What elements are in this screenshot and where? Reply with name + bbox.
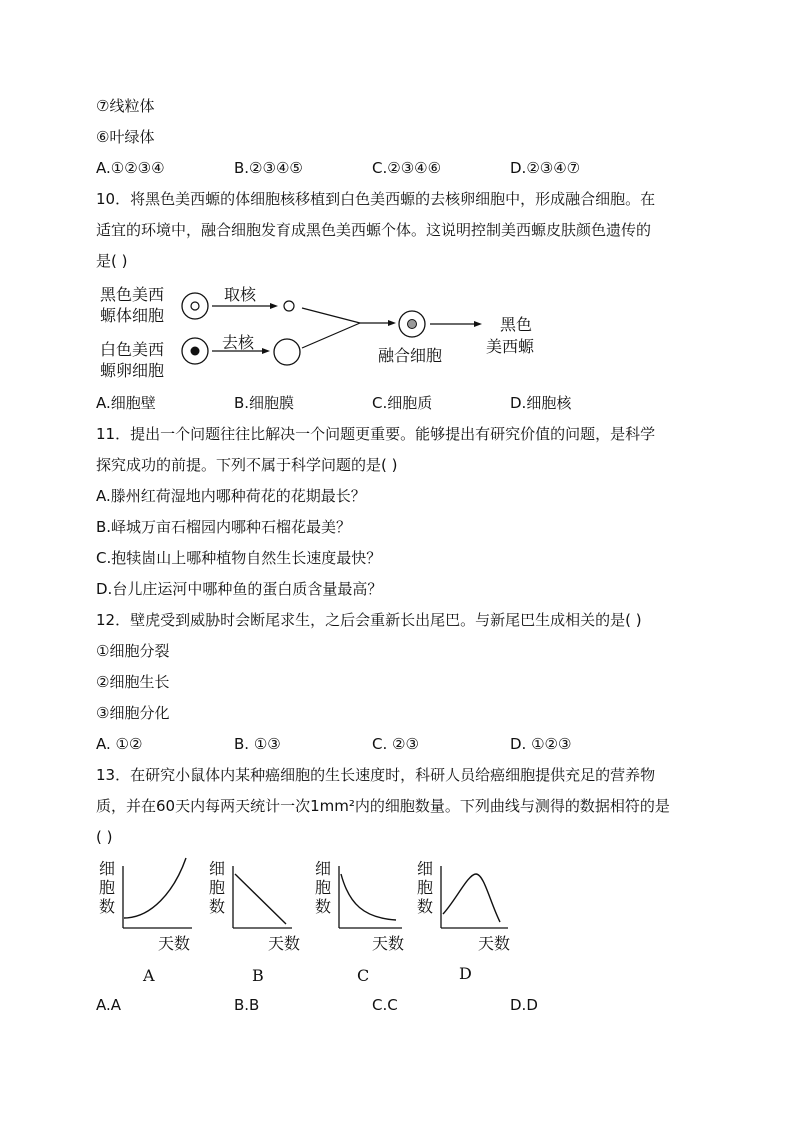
- graph-d: [417, 859, 510, 953]
- result-label-1: 黑色: [500, 315, 533, 334]
- graph-a-caption: A: [143, 966, 155, 985]
- q13-option-c: C.C: [372, 996, 398, 1014]
- white-axolotl-label-1: 白色美西: [100, 340, 165, 359]
- graph-c-x-label: 天数: [372, 934, 405, 953]
- q10-option-c: C.细胞质: [372, 394, 433, 412]
- graph-a: [99, 858, 192, 953]
- q13-stem-line-2: 质，并在60天内每两天统计一次1mm²内的细胞数量。下列曲线与测得的数据相符的是: [96, 797, 670, 815]
- graph-a-x-label: 天数: [158, 934, 191, 953]
- q10-stem-line-2: 适宜的环境中，融合细胞发育成黑色美西螈个体。这说明控制美西螈皮肤颜色遗传的: [96, 221, 652, 239]
- graph-b-y-label-2: 胞: [209, 878, 226, 897]
- q12-stem-line-1: 12．壁虎受到威胁时会断尾求生，之后会重新长出尾巴。与新尾巴生成相关的是( ): [96, 611, 642, 629]
- graph-b-y-label-3: 数: [209, 897, 226, 916]
- graph-a-curve: [124, 858, 186, 918]
- q10-option-a: A.细胞壁: [96, 394, 156, 412]
- graph-d-y-label-2: 胞: [417, 878, 434, 897]
- q11-option-c: C.抱犊崮山上哪种植物自然生长速度最快？: [96, 549, 382, 567]
- graph-c-curve: [341, 874, 396, 920]
- extracted-nucleus-icon: [284, 301, 294, 311]
- q12-item-1: ①细胞分裂: [96, 642, 170, 660]
- q10-option-d: D.细胞核: [510, 394, 572, 412]
- graph-d-y-label-1: 细: [417, 859, 434, 878]
- q11-option-a: A.滕州红荷湿地内哪种荷花的花期最长？: [96, 487, 366, 505]
- fused-cell-icon: [399, 311, 425, 337]
- result-label-2: 美西螈: [486, 337, 535, 356]
- q9-option-d: D.②③④⑦: [510, 159, 581, 177]
- graph-a-y-label-2: 胞: [99, 878, 116, 897]
- merge-lines: [302, 308, 396, 348]
- q11-option-b: B.峄城万亩石榴园内哪种石榴花最美？: [96, 518, 352, 536]
- q13-option-a: A.A: [96, 996, 122, 1014]
- q9-option-a: A.①②③④: [96, 159, 165, 177]
- graph-d-curve: [443, 874, 500, 922]
- q12-option-c: C. ②③: [372, 735, 419, 753]
- develop-arrow: [430, 321, 482, 327]
- graph-c-y-label-3: 数: [315, 897, 332, 916]
- enucleated-egg-icon: [274, 339, 300, 365]
- q13-stem-line-3: ( ): [96, 828, 113, 846]
- q12-option-d: D. ①②③: [510, 735, 572, 753]
- q9-item-7: ⑦线粒体: [96, 97, 155, 115]
- q9-option-b: B.②③④⑤: [234, 159, 303, 177]
- graph-d-y-label-3: 数: [417, 897, 434, 916]
- q10-option-b: B.细胞膜: [234, 394, 295, 412]
- q12-item-3: ③细胞分化: [96, 704, 170, 722]
- q11-stem-line-1: 11．提出一个问题往往比解决一个问题更重要。能够提出有研究价值的问题，是科学: [96, 425, 656, 443]
- q13-growth-curve-graphs: [96, 852, 526, 956]
- graph-a-y-label-3: 数: [99, 897, 116, 916]
- graph-d-caption: D: [459, 964, 472, 983]
- graph-a-y-label-1: 细: [99, 859, 116, 878]
- q13-option-d: D.D: [510, 996, 538, 1014]
- graph-b: [209, 859, 300, 953]
- q11-stem-line-2: 探究成功的前提。下列不属于科学问题的是( ): [96, 456, 398, 474]
- graph-c-y-label-1: 细: [315, 859, 332, 878]
- graph-d-x-label: 天数: [478, 934, 511, 953]
- egg-cell-icon: [182, 338, 208, 364]
- remove-nucleus-label: 去核: [222, 333, 255, 352]
- q9-item-6: ⑥叶绿体: [96, 128, 155, 146]
- graph-b-caption: B: [252, 966, 264, 985]
- graph-b-curve: [235, 874, 286, 924]
- fused-cell-label: 融合细胞: [378, 346, 443, 365]
- graph-c-y-label-2: 胞: [315, 878, 332, 897]
- q11-option-d: D.台儿庄运河中哪种鱼的蛋白质含量最高？: [96, 580, 383, 598]
- graph-b-y-label-1: 细: [209, 859, 226, 878]
- q10-stem-line-1: 10．将黑色美西螈的体细胞核移植到白色美西螈的去核卵细胞中，形成融合细胞。在: [96, 190, 656, 208]
- take-nucleus-label: 取核: [224, 285, 257, 304]
- q12-option-a: A. ①②: [96, 735, 143, 753]
- q13-option-b: B.B: [234, 996, 260, 1014]
- q12-item-2: ②细胞生长: [96, 673, 170, 691]
- graph-c-caption: C: [357, 966, 370, 985]
- black-axolotl-label-1: 黑色美西: [100, 285, 165, 304]
- body-cell-icon: [182, 293, 208, 319]
- graph-b-x-label: 天数: [268, 934, 301, 953]
- q12-option-b: B. ①③: [234, 735, 281, 753]
- q13-stem-line-1: 13．在研究小鼠体内某种癌细胞的生长速度时，科研人员给癌细胞提供充足的营养物: [96, 766, 656, 784]
- q10-nuclear-transfer-diagram: [96, 278, 556, 386]
- q10-stem-line-3: 是( ): [96, 252, 128, 270]
- white-axolotl-label-2: 螈卵细胞: [100, 361, 165, 380]
- q9-option-c: C.②③④⑥: [372, 159, 442, 177]
- graph-c: [315, 859, 404, 953]
- black-axolotl-label-2: 螈体细胞: [100, 306, 165, 325]
